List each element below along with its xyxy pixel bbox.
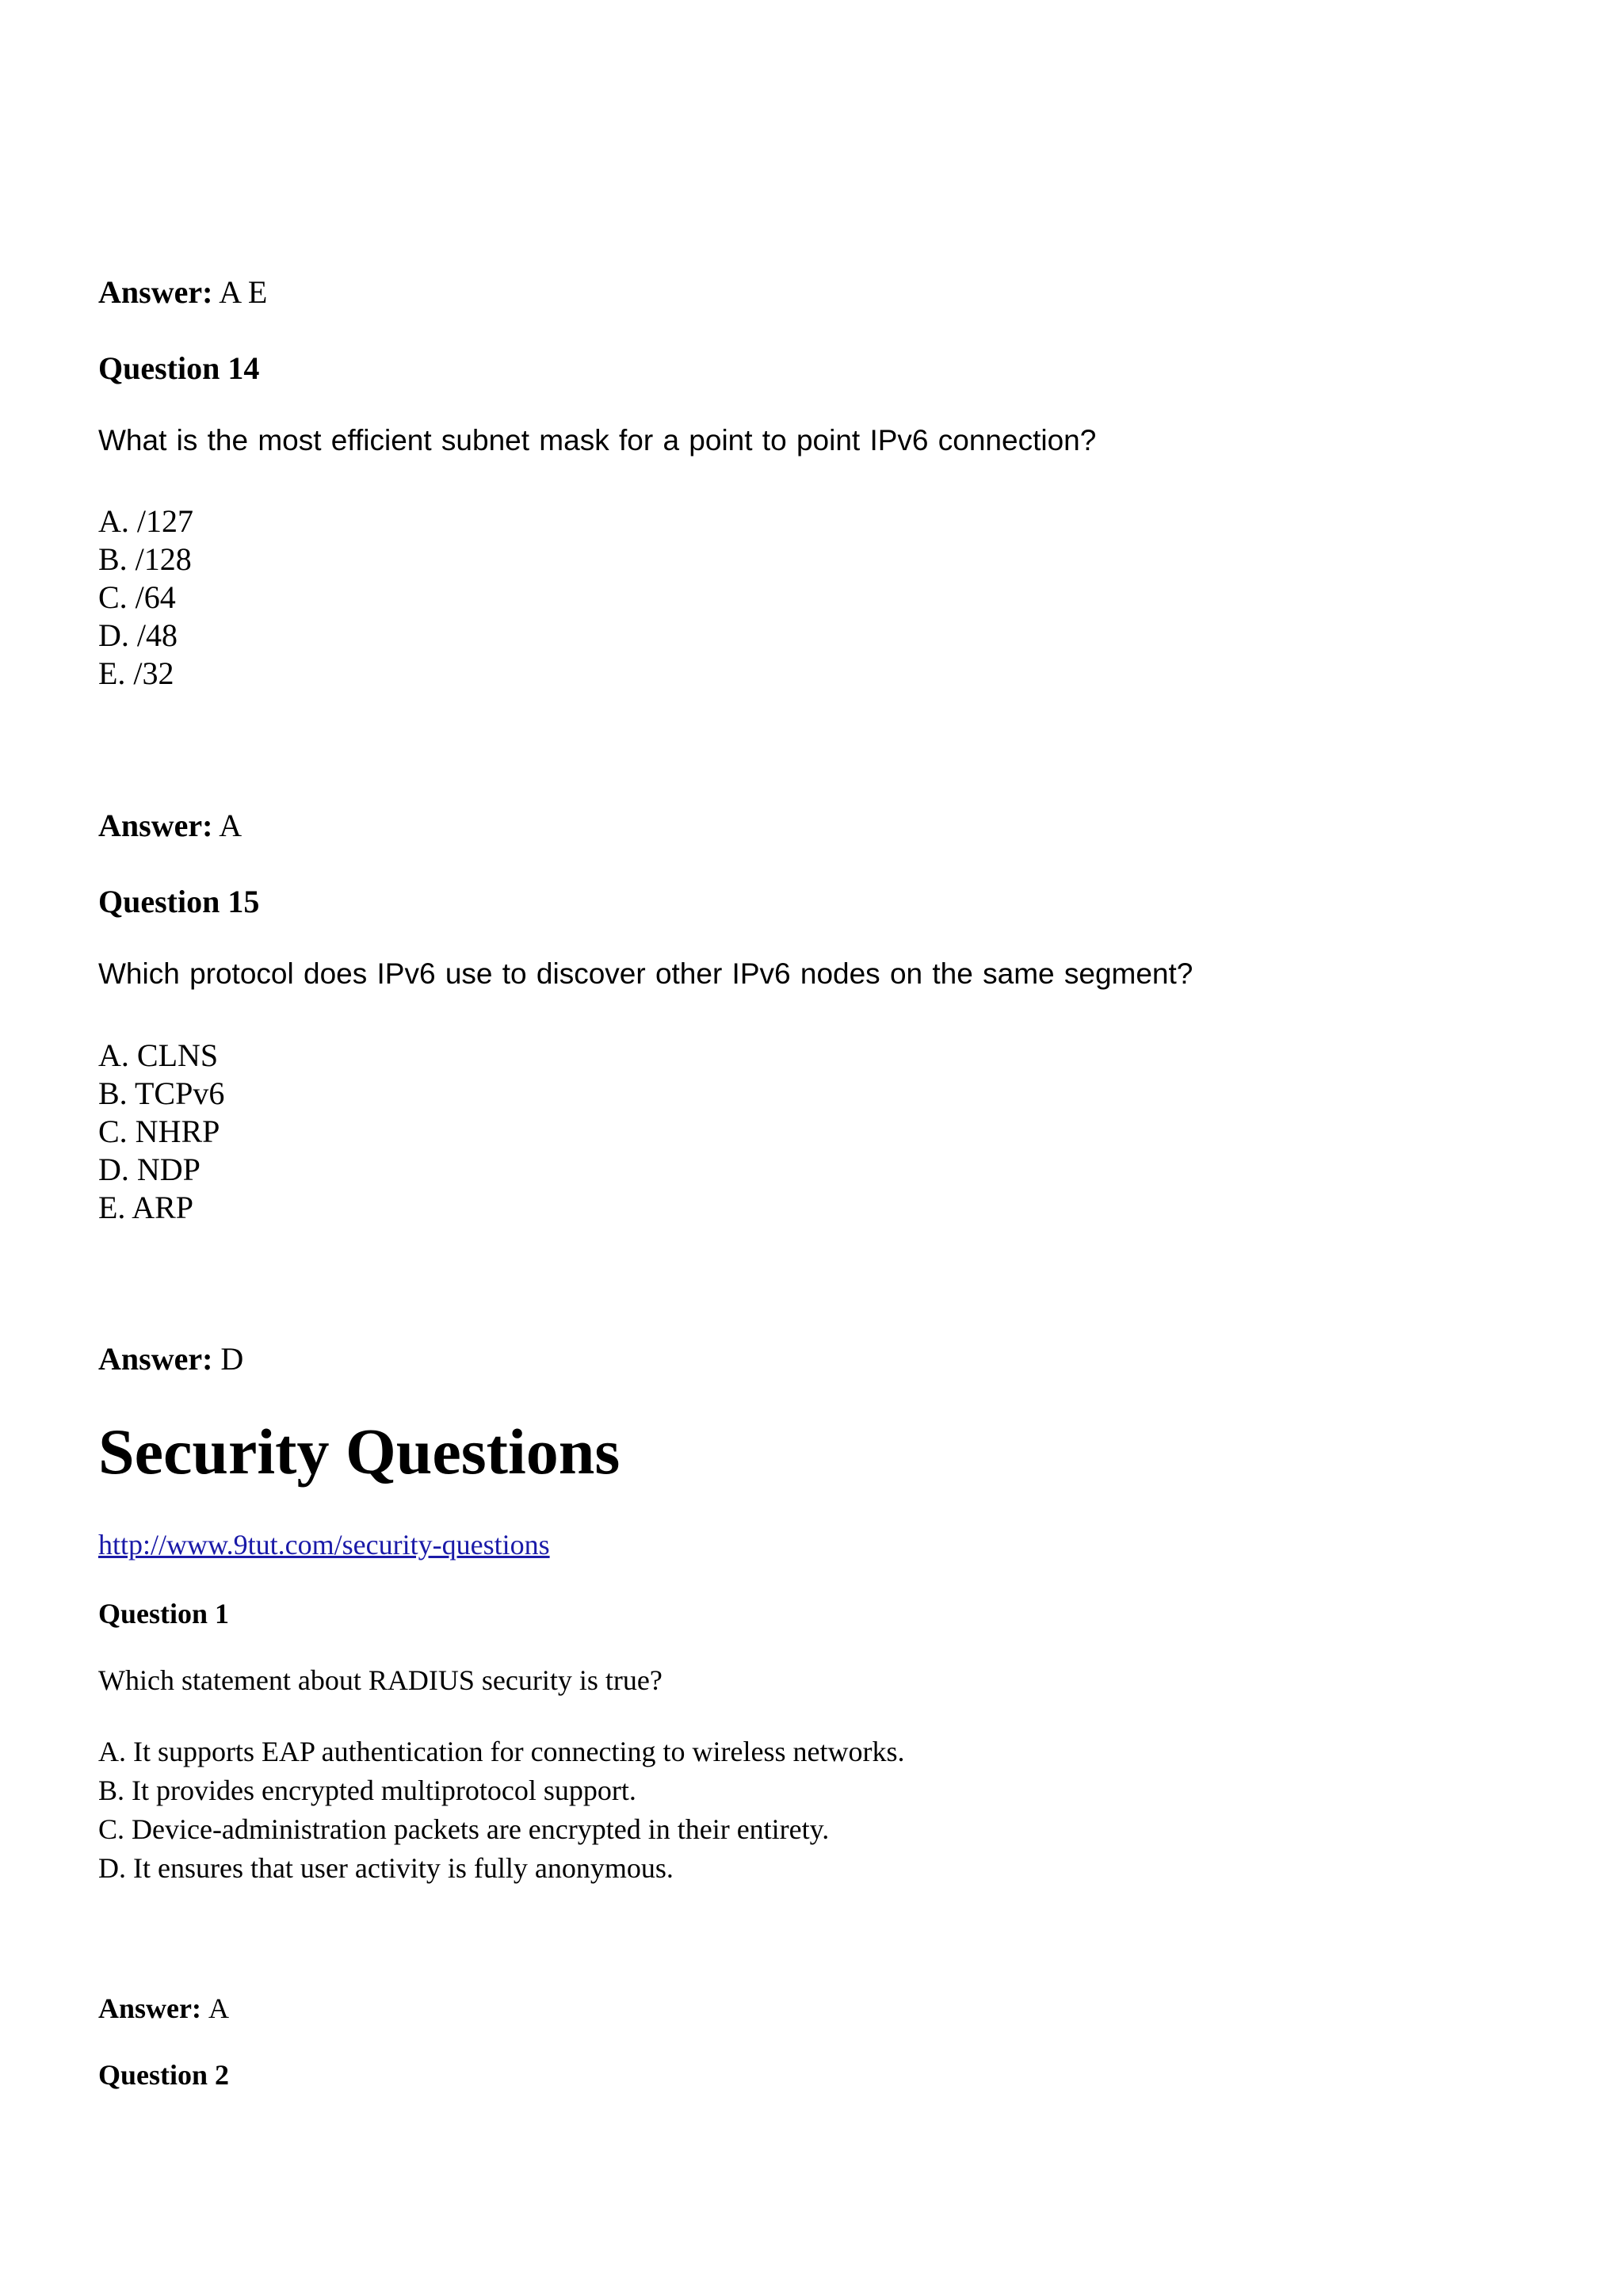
option-list — [98, 1037, 224, 1227]
option-item: B. It provides encrypted multiprotocol support. — [98, 1775, 636, 1806]
question-text: Which protocol does IPv6 use to discover other IPv6 nodes on the same segment? — [98, 957, 1193, 990]
option-item: C. /64 — [98, 579, 176, 615]
question-text: Which statement about RADIUS security is true? — [98, 1664, 663, 1696]
answer-value: A — [208, 1992, 229, 2024]
option-list — [98, 502, 193, 693]
answer-label: Answer: — [98, 1341, 213, 1377]
answer-value: D — [220, 1341, 244, 1377]
option-list — [98, 1733, 904, 1888]
answer-label: Answer: — [98, 274, 213, 310]
option-item: C. NHRP — [98, 1114, 220, 1149]
answer-label: Answer: — [98, 1992, 201, 2024]
option-item: D. /48 — [98, 617, 178, 653]
option-item: B. TCPv6 — [98, 1075, 225, 1111]
question-heading: Question 1 — [98, 1598, 230, 1629]
answer-value: A — [219, 808, 242, 843]
section-link[interactable]: http://www.9tut.com/security-questions — [98, 1529, 550, 1561]
option-item: E. ARP — [98, 1190, 194, 1225]
answer-label: Answer: — [98, 808, 213, 843]
option-item: D. It ensures that user activity is fully anonymous. — [98, 1852, 674, 1884]
option-item: E. /32 — [98, 655, 174, 691]
option-item: C. Device-administration packets are encrypted in their entirety. — [98, 1813, 830, 1845]
answer-value: A E — [219, 274, 268, 310]
option-item: A. /127 — [98, 503, 193, 539]
section-title: Security Questions — [98, 1415, 621, 1488]
answer-line — [98, 1340, 243, 1378]
option-item: B. /128 — [98, 541, 192, 577]
question-text: What is the most efficient subnet mask for a point to point IPv6 connection? — [98, 424, 1097, 457]
answer-line — [98, 273, 267, 311]
option-item: A. CLNS — [98, 1037, 219, 1073]
question-heading: Question 2 — [98, 2059, 230, 2091]
option-item: D. NDP — [98, 1152, 200, 1187]
question-heading: Question 14 — [98, 350, 260, 386]
question-heading: Question 15 — [98, 884, 260, 919]
answer-line — [98, 1991, 229, 2026]
answer-line — [98, 807, 242, 845]
option-item: A. It supports EAP authentication for connecting to wireless networks. — [98, 1736, 905, 1767]
